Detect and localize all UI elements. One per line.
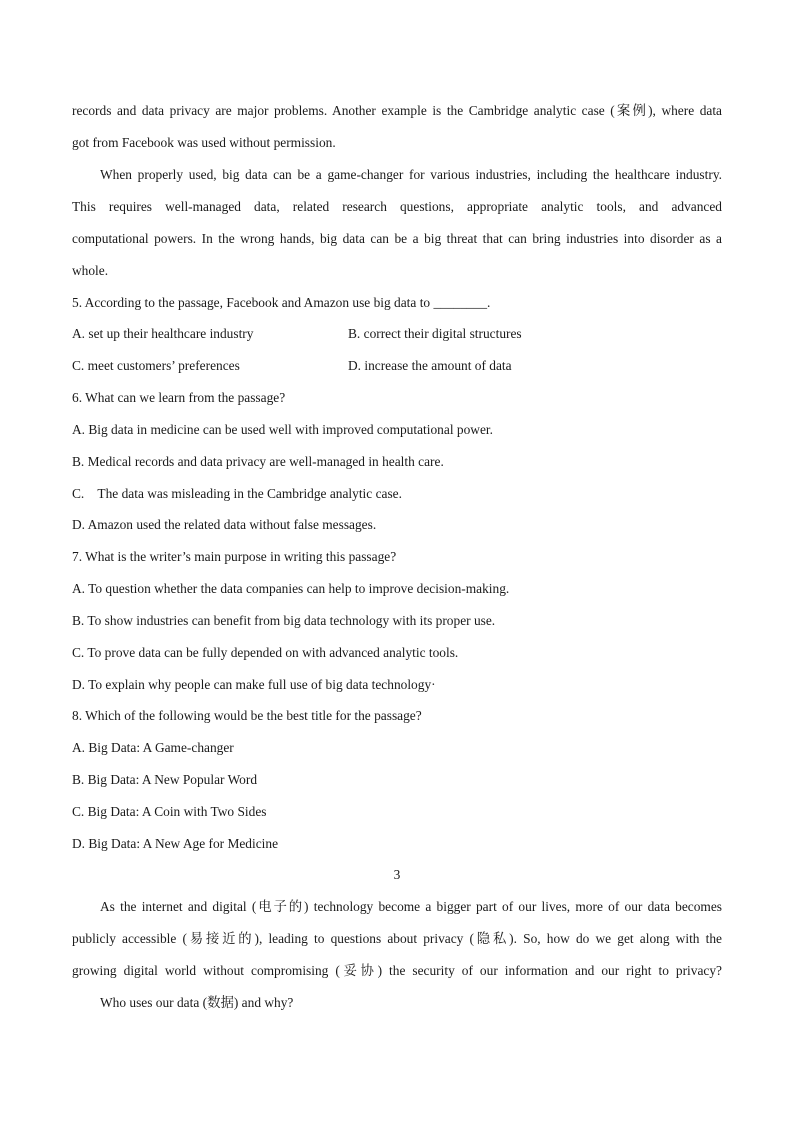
passage-text-line: This requires well-managed data, related research questions, appropriate analytic tools, and advanced xyxy=(72,199,722,214)
section-number: 3 xyxy=(393,867,401,882)
question-8-option-d: D. Big Data: A New Age for Medicine xyxy=(72,836,279,851)
question-6-option-d: D. Amazon used the related data without false messages. xyxy=(72,517,377,532)
question-7-stem: 7. What is the writer’s main purpose in writing this passage? xyxy=(72,549,397,564)
question-5-option-d: D. increase the amount of data xyxy=(348,358,512,373)
passage-text-line: growing digital world without compromising (妥协) the security of our information and our right to privacy? xyxy=(72,963,722,978)
passage-subheading: Who uses our data (数据) and why? xyxy=(100,995,294,1010)
question-8-option-c: C. Big Data: A Coin with Two Sides xyxy=(72,804,267,819)
question-7-option-b: B. To show industries can benefit from big data technology with its proper use. xyxy=(72,613,496,628)
question-5-stem: 5. According to the passage, Facebook and Amazon use big data to ________. xyxy=(72,295,491,310)
question-7-option-a: A. To question whether the data companies can help to improve decision-making. xyxy=(72,581,510,596)
passage-text-line: publicly accessible (易接近的), leading to questions about privacy (隐私). So, how do we get along with the xyxy=(72,931,722,946)
passage-text-line: records and data privacy are major problems. Another example is the Cambridge analytic case (案例), where data xyxy=(72,103,722,118)
passage-text-line: computational powers. In the wrong hands, big data can be a big threat that can bring industries into disorder as a xyxy=(72,231,722,246)
question-6-option-a: A. Big data in medicine can be used well with improved computational power. xyxy=(72,422,493,437)
passage-text-line: When properly used, big data can be a game-changer for various industries, including the healthcare industry. xyxy=(100,167,722,182)
question-8-stem: 8. Which of the following would be the best title for the passage? xyxy=(72,708,422,723)
passage-text-line: got from Facebook was used without permission. xyxy=(72,135,336,150)
question-5-option-a: A. set up their healthcare industry xyxy=(72,326,254,341)
passage-text-line: whole. xyxy=(72,263,109,278)
question-5-option-c: C. meet customers’ preferences xyxy=(72,358,240,373)
question-7-option-c: C. To prove data can be fully depended on with advanced analytic tools. xyxy=(72,645,459,660)
question-6-option-c: C. The data was misleading in the Cambridge analytic case. xyxy=(72,486,402,501)
question-6-stem: 6. What can we learn from the passage? xyxy=(72,390,286,405)
question-8-option-a: A. Big Data: A Game-changer xyxy=(72,740,234,755)
question-8-option-b: B. Big Data: A New Popular Word xyxy=(72,772,258,787)
question-7-option-d: D. To explain why people can make full use of big data technology· xyxy=(72,677,436,692)
passage-text-line: As the internet and digital (电子的) technology become a bigger part of our lives, more of our data becomes xyxy=(100,899,722,914)
question-5-option-b: B. correct their digital structures xyxy=(348,326,522,341)
question-6-option-b: B. Medical records and data privacy are well-managed in health care. xyxy=(72,454,444,469)
